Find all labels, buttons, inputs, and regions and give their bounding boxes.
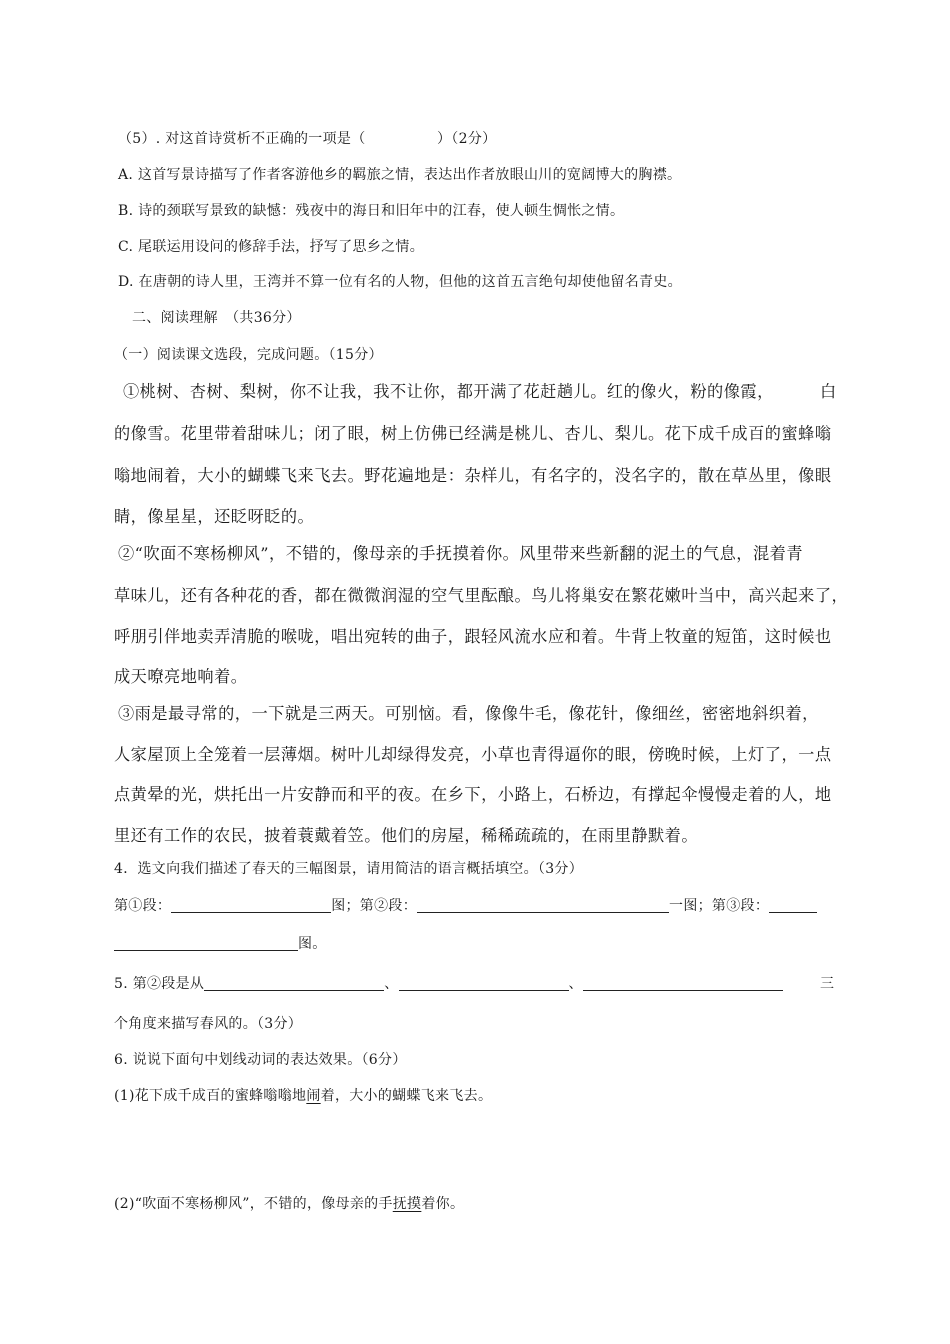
passage-p1-line-3: 嗡地闹着，大小的蝴蝶飞来飞去。野花遍地是：杂样儿，有名字的，没名字的，散在草丛里，像眼 bbox=[114, 466, 832, 485]
q6-s1-post: 着，大小的蝴蝶飞来飞去。 bbox=[320, 1088, 493, 1104]
question-4-stem: 4．选文向我们描述了春天的三幅图景，请用简洁的语言概括填空。（3分） bbox=[114, 861, 584, 877]
passage-p1-line-4: 睛，像星星，还眨呀眨的。 bbox=[114, 507, 315, 526]
passage-p1-line-1: ①桃树、杏树、梨树，你不让我，我不让你，都开满了花赶趟儿。红的像火，粉的像霞， bbox=[123, 382, 774, 401]
passage-p2-line-3: 呼朋引伴地卖弄清脆的喉咙，唱出宛转的曲子，跟轻风流水应和着。牛背上牧童的短笛，这时候也 bbox=[114, 627, 832, 646]
q5b-three: 三 bbox=[820, 976, 835, 992]
q6-s2-pre: (2)“吹面不寒杨柳风”，不错的，像母亲的手 bbox=[114, 1196, 393, 1212]
q5-option-b: B. 诗的颈联写景致的缺憾：残夜中的海日和旧年中的江春，使人顿生惆怅之情。 bbox=[118, 203, 625, 219]
passage-p3-line-3: 点黄晕的光，烘托出一片安静而和平的夜。在乡下，小路上，石桥边，有撑起伞慢慢走着的人，地 bbox=[114, 785, 832, 804]
section-2-title: 二、阅读理解 （共36分） bbox=[132, 310, 301, 326]
question-5b-line-2: 个角度来描写春风的。（3分） bbox=[114, 1016, 303, 1032]
q4-blank-3a[interactable] bbox=[769, 897, 817, 913]
q4-blank-3b[interactable] bbox=[114, 935, 298, 951]
q5-option-c: C. 尾联运用设问的修辞手法，抒写了思乡之情。 bbox=[118, 239, 425, 255]
q4-blank-2[interactable] bbox=[417, 897, 669, 913]
passage-p3-line-2: 人家屋顶上全笼着一层薄烟。树叶儿却绿得发亮，小草也青得逼你的眼，傍晚时候，上灯了，一点 bbox=[114, 745, 832, 764]
question-5b-line-1 bbox=[114, 973, 783, 993]
q5-option-d: D. 在唐朝的诗人里，王湾并不算一位有名的人物，但他的这首五言绝句却使他留名青史。 bbox=[118, 274, 682, 290]
q4-label-para-1: 第①段： bbox=[114, 898, 172, 914]
q4-blank-1[interactable] bbox=[171, 897, 331, 913]
q6-sentence-2 bbox=[114, 1193, 464, 1213]
q5b-blank-2[interactable] bbox=[399, 975, 569, 991]
q4-label-para-2: 图；第②段： bbox=[331, 898, 418, 914]
q5b-separator-2: 、 bbox=[568, 976, 583, 992]
q6-s1-pre: (1)花下成千成百的蜜蜂嗡嗡地 bbox=[114, 1088, 307, 1104]
passage-p2-line-4: 成天嘹亮地响着。 bbox=[114, 667, 248, 686]
passage-p1-line-2: 的像雪。花里带着甜味儿；闭了眼，树上仿佛已经满是桃儿、杏儿、梨儿。花下成千成百的蜜蜂嗡 bbox=[114, 424, 832, 443]
q6-sentence-1 bbox=[114, 1085, 492, 1105]
q6-s2-underlined-verb: 抚摸 bbox=[392, 1196, 422, 1212]
passage-p3-line-1: ③雨是最寻常的，一下就是三两天。可别恼。看，像像牛毛，像花针，像细丝，密密地斜织着， bbox=[118, 704, 819, 723]
question-6-stem: 6. 说说下面句中划线动词的表达效果。（6分） bbox=[114, 1052, 407, 1068]
part-1-title: （一）阅读课文选段，完成问题。（15分） bbox=[114, 347, 383, 363]
question-5-stem: （5）. 对这首诗赏析不正确的一项是（ ）（2分） bbox=[118, 131, 497, 147]
passage-p2-line-2: 草味儿，还有各种花的香，都在微微润湿的空气里酝酿。鸟儿将巢安在繁花嫩叶当中，高兴起来了， bbox=[114, 586, 849, 605]
q5b-label: 5. 第②段是从 bbox=[114, 976, 205, 992]
q4-label-para-3: 一图；第③段： bbox=[669, 898, 770, 914]
q5b-separator-1: 、 bbox=[384, 976, 399, 992]
q6-s1-underlined-verb: 闹 bbox=[306, 1088, 321, 1104]
q6-s2-post: 着你。 bbox=[421, 1196, 465, 1212]
q5b-blank-1[interactable] bbox=[204, 975, 384, 991]
passage-p1-line-1-end: 白 bbox=[820, 382, 837, 401]
q4-label-end: 图。 bbox=[298, 936, 327, 952]
passage-p2-line-1: ②“吹面不寒杨柳风”，不错的，像母亲的手抚摸着你。风里带来些新翻的泥土的气息，混着青 bbox=[118, 544, 804, 563]
q5b-blank-3[interactable] bbox=[583, 975, 783, 991]
question-4-answer-line-1 bbox=[114, 895, 817, 915]
passage-p3-line-4: 里还有工作的农民，披着蓑戴着笠。他们的房屋，稀稀疏疏的，在雨里静默着。 bbox=[114, 826, 699, 845]
q5-option-a: A. 这首写景诗描写了作者客游他乡的羁旅之情，表达出作者放眼山川的宽阔博大的胸襟。 bbox=[118, 167, 682, 183]
question-4-answer-line-2 bbox=[114, 933, 327, 953]
